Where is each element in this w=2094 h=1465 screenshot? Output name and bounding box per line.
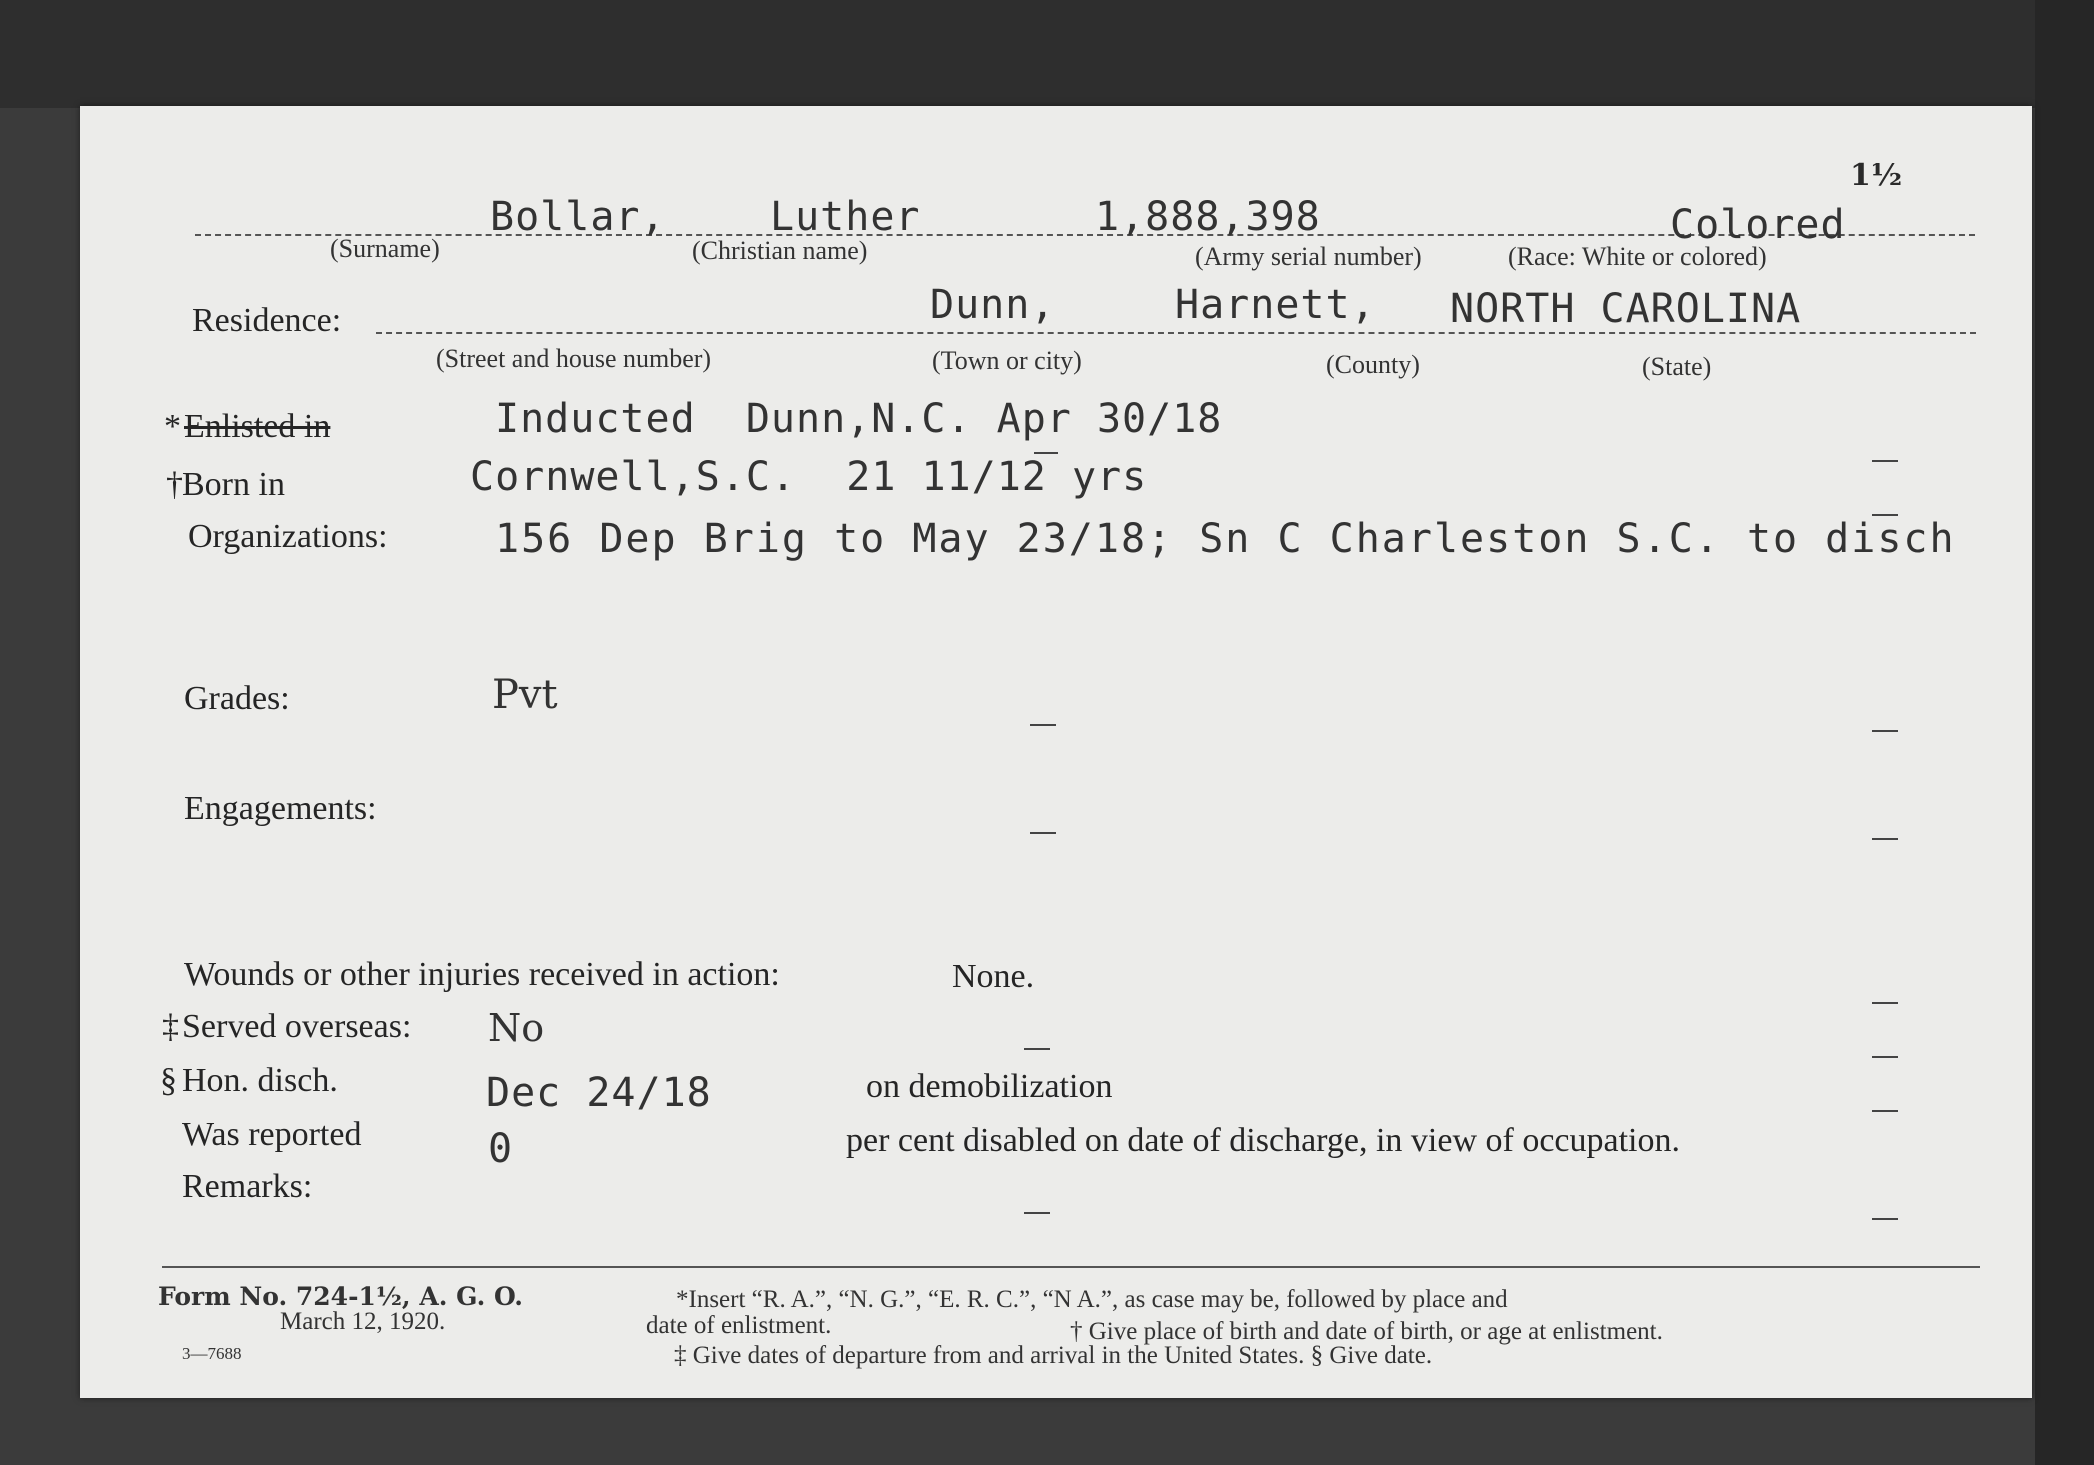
form-number: Form No. 724-1½, A. G. O. [158,1282,524,1311]
grades-value: Pvt [492,672,558,718]
surname-caption: (Surname) [330,234,440,263]
form-date: March 12, 1920. [280,1308,446,1335]
enlisted-label: Enlisted in [184,408,331,445]
enlisted-value: Inducted Dunn,N.C. Apr 30/18 [495,396,1223,442]
footer-note-3: † Give place of birth and date of birth, or age at enlistment. [1070,1318,1663,1345]
born-label: Born in [182,466,285,503]
overseas-label: Served overseas: [182,1008,412,1045]
discharge-marker: § [160,1062,177,1099]
reported-label: Was reported [182,1116,362,1153]
wounds-label: Wounds or other injuries received in action: [184,956,780,993]
remarks-label: Remarks: [182,1168,313,1205]
scan-background-right [2035,0,2094,1465]
overseas-marker: ‡ [162,1008,179,1045]
organizations-value: 156 Dep Brig to May 23/18; Sn C Charleston S.C. to disch [495,516,1956,562]
margin-dash [1872,1218,1898,1220]
county-caption: (County) [1326,350,1420,379]
scan-background-top [0,0,2094,108]
margin-dash [1872,460,1898,462]
street-caption: (Street and house number) [436,344,712,373]
grades-label: Grades: [184,680,290,717]
born-marker: † [166,466,183,503]
engagements-label: Engagements: [184,790,377,827]
wounds-value: None. [952,958,1035,995]
footer-note-2: date of enlistment. [646,1312,832,1339]
residence-label: Residence: [192,302,342,339]
footer-note-4: ‡ Give dates of departure from and arrival in the United States. § Give date. [674,1342,1433,1369]
state-caption: (State) [1642,352,1712,381]
residence-state: NORTH CAROLINA [1450,286,1802,332]
serial-number-value: 1,888,398 [1095,194,1321,240]
race-value: Colored [1670,202,1846,248]
residence-line [376,332,1976,334]
service-record-card [80,106,2032,1398]
reported-value: 0 [488,1126,514,1172]
race-caption: (Race: White or colored) [1508,242,1767,271]
serial-number-caption: (Army serial number) [1195,242,1422,271]
born-value: Cornwell,S.C. 21 11/12 yrs [470,454,1148,500]
footer-rule [162,1266,1980,1268]
middle-dash [1024,1048,1050,1050]
reported-text: per cent disabled on date of discharge, in view of occupation. [846,1122,1680,1159]
middle-dash [1034,452,1058,454]
surname-value: Bollar, [490,194,666,240]
margin-dash [1872,838,1898,840]
margin-dash [1872,730,1898,732]
town-caption: (Town or city) [932,346,1082,375]
organizations-label: Organizations: [188,518,388,555]
overseas-value: No [488,1006,545,1050]
discharge-label: Hon. disch. [182,1062,338,1099]
discharge-note: on demobilization [866,1068,1113,1105]
form-code: 3—7688 [182,1344,242,1363]
christian-name-value: Luther [770,194,921,240]
corner-mark: 1½ [1850,158,1903,193]
residence-town: Dunn, [930,282,1056,328]
enlisted-marker: * [164,408,181,445]
discharge-value: Dec 24/18 [486,1070,712,1116]
margin-dash [1872,1056,1898,1058]
margin-dash [1872,514,1898,516]
residence-county: Harnett, [1175,282,1376,328]
middle-dash [1030,724,1056,726]
footer-note-1: *Insert “R. A.”, “N. G.”, “E. R. C.”, “N A.”, as case may be, followed by place and [676,1286,1508,1313]
middle-dash [1024,1212,1050,1214]
margin-dash [1872,1110,1898,1112]
christian-name-caption: (Christian name) [692,236,868,265]
middle-dash [1030,832,1056,834]
margin-dash [1872,1002,1898,1004]
